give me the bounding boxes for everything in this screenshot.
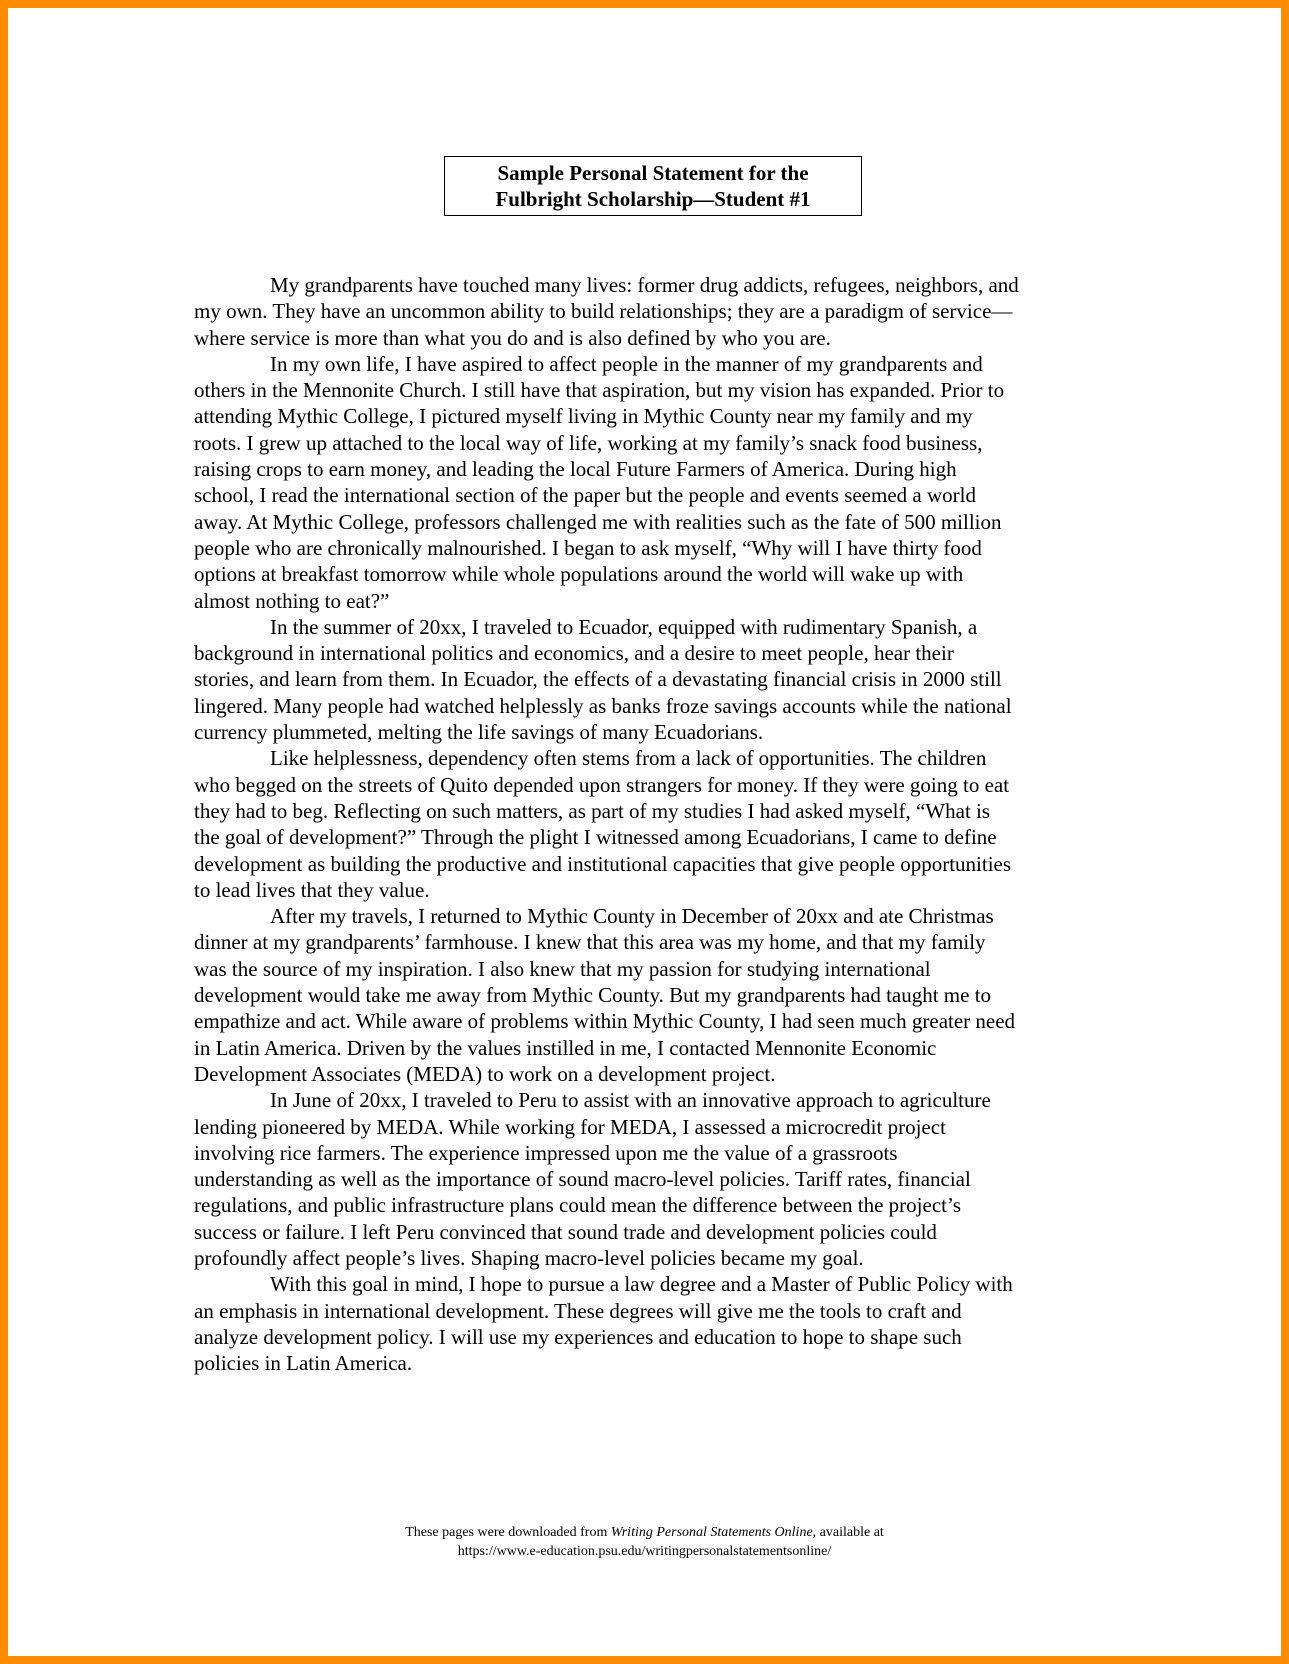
paragraph-line: In the summer of 20xx, I traveled to Ecuador, equipped with rudimentary Spanish, a: [270, 614, 978, 639]
paragraph-line: an emphasis in international development. These degrees will give me the tools to craft and: [194, 1298, 962, 1323]
paragraph-line: Development Associates (MEDA) to work on a development project.: [194, 1061, 776, 1086]
paragraph-line: my own. They have an uncommon ability to build relationships; they are a paradigm of service—: [194, 299, 1013, 324]
footer-prefix: These pages were downloaded from: [405, 1525, 611, 1540]
paragraph-line: In June of 20xx, I traveled to Peru to assist with an innovative approach to agriculture: [270, 1088, 991, 1113]
paragraph-line: success or failure. I left Peru convinced that sound trade and development policies could: [194, 1219, 937, 1244]
footer-source-title: Writing Personal Statements Online: [610, 1525, 813, 1540]
paragraph: [194, 1087, 1104, 1271]
paragraph-line: to lead lives that they value.: [194, 877, 430, 902]
paragraph-line: currency plummeted, melting the life savings of many Ecuadorians.: [194, 720, 764, 745]
footer-url[interactable]: https://www.e-education.psu.edu/writingpersonalstatementsonline/: [457, 1544, 832, 1559]
paragraph-line: background in international politics and economics, and a desire to meet people, hear their: [194, 641, 954, 666]
paragraph: [194, 1271, 1104, 1376]
paragraph-line: regulations, and public infrastructure plans could mean the difference between the project’s: [194, 1193, 961, 1218]
footer-suffix: , available at: [812, 1525, 884, 1540]
paragraph-line: they had to beg. Reflecting on such matters, as part of my studies I had asked myself, “What is: [194, 798, 991, 823]
paragraph-line: profoundly affect people’s lives. Shaping macro-level policies became my goal.: [194, 1245, 864, 1270]
statement-body: [194, 272, 1104, 1376]
paragraph-line: lingered. Many people had watched helplessly as banks froze savings accounts while the national: [194, 693, 1012, 718]
paragraph-line: analyze development policy. I will use my experiences and education to hope to shape such: [194, 1324, 962, 1349]
paragraph-line: others in the Mennonite Church. I still have that aspiration, but my vision has expanded. Prior to: [194, 378, 1005, 403]
paragraph-line: people who are chronically malnourished. I began to ask myself, “Why will I have thirty food: [194, 535, 982, 560]
paragraph-line: My grandparents have touched many lives: former drug addicts, refugees, neighbors, and: [270, 273, 1019, 297]
title-line-2: Fulbright Scholarship—Student #1: [495, 187, 811, 211]
paragraph-line: Like helplessness, dependency often stems from a lack of opportunities. The children: [270, 746, 987, 771]
paragraph-line: In my own life, I have aspired to affect people in the manner of my grandparents and: [270, 351, 983, 376]
paragraph-line: roots. I grew up attached to the local way of life, working at my family’s snack food business,: [194, 430, 983, 455]
document-title: [444, 156, 862, 216]
paragraph-line: who begged on the streets of Quito depended upon strangers for money. If they were going to eat: [194, 772, 1010, 797]
paragraph: [194, 351, 1104, 614]
paragraph-line: With this goal in mind, I hope to pursue a law degree and a Master of Public Policy with: [270, 1272, 1013, 1297]
paragraph-line: development would take me away from Mythic County. But my grandparents had taught me to: [194, 983, 992, 1008]
paragraph-line: stories, and learn from them. In Ecuador, the effects of a devastating financial crisis in 2000 still: [194, 667, 1002, 692]
paragraph-line: understanding as well as the importance of sound macro-level policies. Tariff rates, financial: [194, 1167, 971, 1192]
paragraph-line: raising crops to earn money, and leading the local Future Farmers of America. During high: [194, 457, 957, 482]
paragraph-line: school, I read the international section of the paper but the people and events seemed a world: [194, 483, 976, 508]
title-line-1: Sample Personal Statement for the: [497, 161, 809, 185]
paragraph-line: attending Mythic College, I pictured myself living in Mythic County near my family and my: [194, 404, 973, 429]
paragraph-line: where service is more than what you do and is also defined by who you are.: [194, 325, 831, 350]
paragraph-line: After my travels, I returned to Mythic County in December of 20xx and ate Christmas: [270, 904, 994, 929]
paragraph-line: lending pioneered by MEDA. While working for MEDA, I assessed a microcredit project: [194, 1114, 946, 1139]
paragraph-line: almost nothing to eat?”: [194, 588, 390, 613]
paragraph: [194, 272, 1104, 351]
paragraph: [194, 903, 1104, 1087]
paragraph: [194, 614, 1104, 745]
paragraph-line: empathize and act. While aware of problems within Mythic County, I had seen much greater need: [194, 1009, 1016, 1034]
paragraph-line: in Latin America. Driven by the values instilled in me, I contacted Mennonite Economic: [194, 1035, 937, 1060]
paragraph-line: development as building the productive and institutional capacities that give people opportunities: [194, 851, 1012, 876]
paragraph-line: away. At Mythic College, professors challenged me with realities such as the fate of 500 million: [194, 509, 1002, 534]
paragraph-line: policies in Latin America.: [194, 1351, 413, 1376]
paragraph-line: the goal of development?” Through the plight I witnessed among Ecuadorians, I came to define: [194, 825, 997, 850]
footer-line-1: [8, 1523, 1281, 1542]
paragraph: [194, 745, 1104, 903]
paragraph-line: dinner at my grandparents’ farmhouse. I knew that this area was my home, and that my family: [194, 930, 986, 955]
paragraph-line: involving rice farmers. The experience impressed upon me the value of a grassroots: [194, 1140, 898, 1165]
footer-note: [8, 1523, 1281, 1561]
paragraph-line: was the source of my inspiration. I also knew that my passion for studying international: [194, 956, 931, 981]
paragraph-line: options at breakfast tomorrow while whole populations around the world will wake up with: [194, 562, 964, 587]
